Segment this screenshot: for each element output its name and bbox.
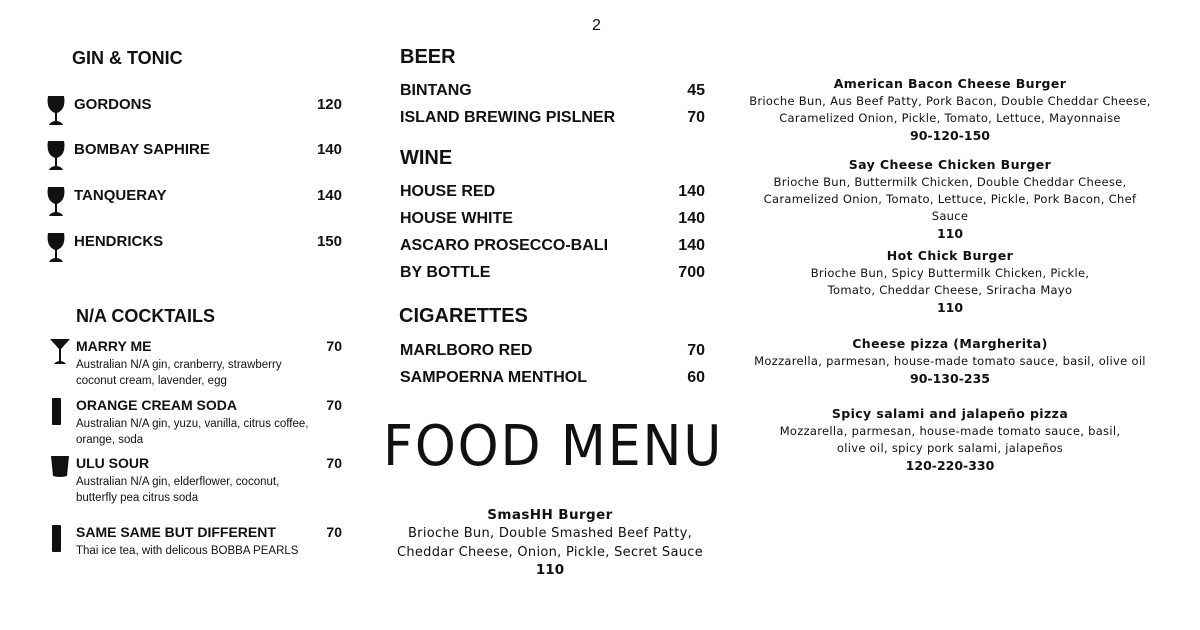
dish-desc: Mozzarella, parmesan, house-made tomato sauce, basil, (779, 424, 1121, 438)
dish-desc: Brioche Bun, Spicy Buttermilk Chicken, Pickle, (810, 266, 1090, 280)
gin-tonic-item (46, 141, 342, 175)
item-price: 700 (678, 264, 705, 281)
gin-tonic-item (46, 233, 342, 267)
item-name: ISLAND BREWING PISLNER (400, 109, 616, 126)
menu-dish (745, 75, 1155, 144)
wine-item (400, 264, 705, 282)
dish-price: 120-220-330 (905, 458, 995, 473)
menu-dish (380, 506, 720, 579)
item-description: Thai ice tea, with delicous BOBBA PEARLS (76, 545, 299, 557)
wine-heading: WINE (400, 147, 453, 169)
item-description: Australian N/A gin, elderflower, coconut, butterfly pea citrus soda (76, 476, 280, 504)
dish-price: 110 (936, 300, 964, 315)
menu-dish (745, 156, 1155, 242)
dish-desc: Cheddar Cheese, Onion, Pickle, Secret Sauce (396, 545, 704, 560)
dish-desc: Caramelized Onion, Tomato, Lettuce, Pickle, Pork Bacon, Chef Sauce (763, 192, 1137, 223)
item-price: 150 (316, 233, 342, 250)
menu-dish (745, 335, 1155, 387)
item-name: TANQUERAY (74, 187, 167, 204)
item-name: BINTANG (400, 82, 472, 99)
item-name: SAMPOERNA MENTHOL (400, 369, 587, 386)
dish-name: Cheese pizza (Margherita) (852, 336, 1048, 351)
item-price: 70 (326, 524, 342, 540)
item-price: 120 (316, 96, 342, 113)
menu-dish (745, 405, 1155, 474)
item-name: ASCARO PROSECCO-BALI (400, 237, 609, 254)
dish-name: Hot Chick Burger (886, 248, 1014, 263)
item-description: Australian N/A gin, yuzu, vanilla, citrus coffee, orange, soda (76, 418, 309, 446)
dish-desc: olive oil, spicy pork salami, jalapeños (836, 441, 1064, 455)
wine-item (400, 237, 705, 255)
dish-price: 110 (936, 226, 964, 241)
item-price: 140 (678, 210, 705, 227)
dish-price: 90-130-235 (910, 371, 990, 386)
menu-dish (745, 247, 1155, 316)
dish-price: 110 (535, 562, 565, 578)
cigarettes-heading: CIGARETTES (399, 305, 528, 327)
beer-item (400, 109, 705, 127)
gin-tonic-item (46, 187, 342, 221)
cigarettes-item (400, 369, 705, 387)
item-price: 45 (687, 82, 705, 99)
dish-desc: Caramelized Onion, Pickle, Tomato, Lettuce, Mayonnaise (779, 111, 1121, 125)
dish-desc: Brioche Bun, Buttermilk Chicken, Double Cheddar Cheese, (773, 175, 1127, 189)
item-price: 70 (687, 342, 705, 359)
item-price: 70 (326, 455, 342, 471)
page-number: 2 (592, 17, 601, 34)
dish-desc: Brioche Bun, Double Smashed Beef Patty, (407, 526, 693, 541)
gin-tonic-item (46, 96, 342, 130)
item-name: MARRY ME (76, 338, 152, 354)
item-price: 70 (326, 338, 342, 354)
item-price: 70 (326, 397, 342, 413)
item-name: GORDONS (74, 96, 152, 113)
item-name: SAME SAME BUT DIFFERENT (76, 524, 276, 540)
dish-name: American Bacon Cheese Burger (833, 76, 1067, 91)
item-price: 70 (687, 109, 705, 126)
item-price: 140 (316, 187, 342, 204)
beer-item (400, 82, 705, 100)
item-price: 140 (316, 141, 342, 158)
dish-name: SmasHH Burger (487, 507, 613, 523)
gin-tonic-heading: GIN & TONIC (72, 48, 183, 68)
item-name: ULU SOUR (76, 455, 150, 471)
item-price: 140 (678, 183, 705, 200)
item-price: 140 (678, 237, 705, 254)
item-name: ORANGE CREAM SODA (76, 397, 238, 413)
beer-heading: BEER (400, 46, 456, 68)
item-name: BOMBAY SAPHIRE (74, 141, 210, 158)
food-menu-title: FOOD MENU (383, 414, 724, 479)
item-description: Australian N/A gin, cranberry, strawberry coconut cream, lavender, egg (76, 359, 282, 387)
item-price: 60 (687, 369, 705, 386)
wine-item (400, 210, 705, 228)
cigarettes-item (400, 342, 705, 360)
dish-name: Spicy salami and jalapeño pizza (831, 406, 1069, 421)
item-name: HENDRICKS (74, 233, 164, 250)
dish-desc: Mozzarella, parmesan, house-made tomato sauce, basil, olive oil (754, 354, 1146, 368)
item-name: BY BOTTLE (400, 264, 491, 281)
dish-price: 90-120-150 (910, 128, 990, 143)
wine-item (400, 183, 705, 201)
item-name: MARLBORO RED (400, 342, 533, 359)
dish-desc: Brioche Bun, Aus Beef Patty, Pork Bacon, Double Cheddar Cheese, (749, 94, 1151, 108)
dish-desc: Tomato, Cheddar Cheese, Sriracha Mayo (827, 283, 1073, 297)
dish-name: Say Cheese Chicken Burger (848, 157, 1052, 172)
na-cocktails-heading: N/A COCKTAILS (76, 306, 215, 326)
item-name: HOUSE WHITE (400, 210, 513, 227)
item-name: HOUSE RED (400, 183, 496, 200)
